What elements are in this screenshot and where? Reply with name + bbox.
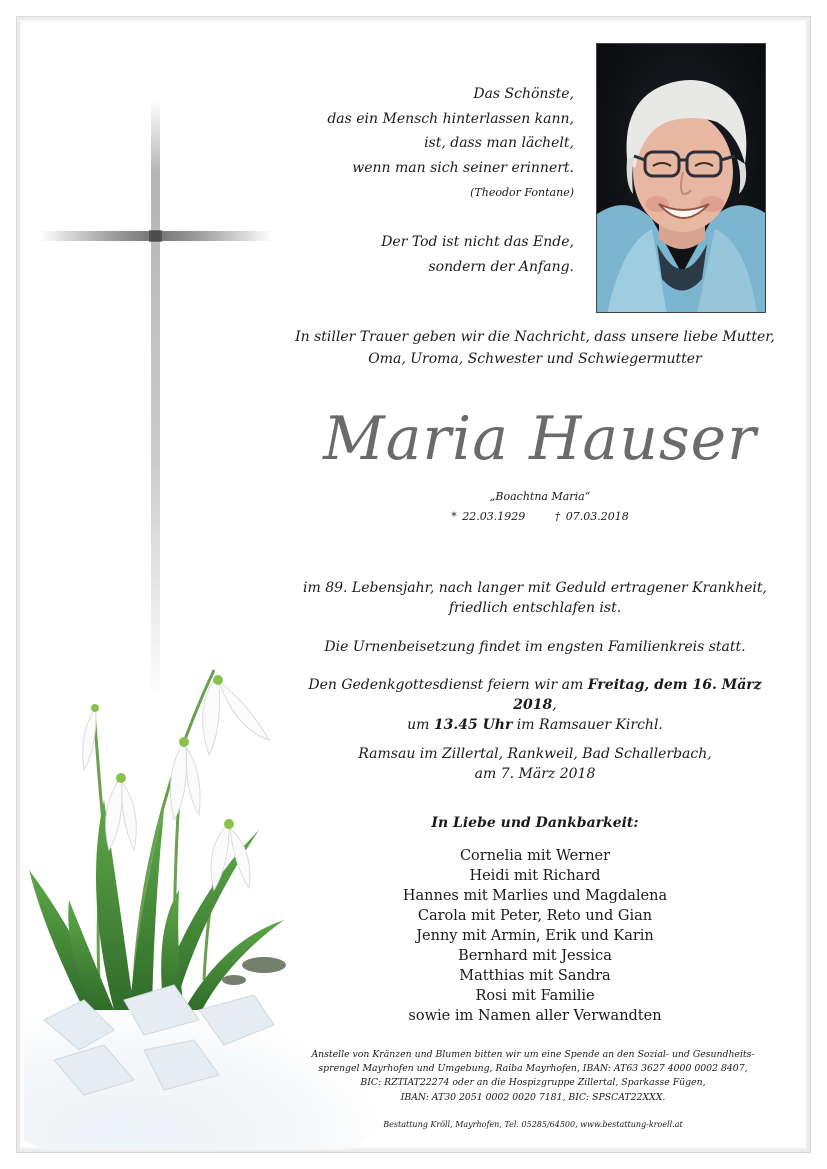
- intro-line: In stiller Trauer geben wir die Nachricht, dass unsere liebe Mutter,: [295, 329, 775, 345]
- donation-note: [283, 1048, 783, 1105]
- cross-vertical-beam: [151, 100, 160, 700]
- birth-date: * 22.03.1929: [451, 510, 526, 523]
- donation-line: IBAN: AT30 2051 0002 0020 7181, BIC: SPSCAT22XXX.: [400, 1091, 666, 1103]
- burial-paragraph: Die Urnenbeisetzung findet im engsten Familienkreis statt.: [324, 639, 746, 655]
- announcement-intro: [290, 326, 780, 370]
- list-item: Jenny mit Armin, Erik und Karin: [416, 928, 654, 944]
- quote-line: Der Tod ist nicht das Ende,: [381, 234, 574, 250]
- cross-center: [149, 230, 162, 242]
- deceased-name: Maria Hauser: [323, 404, 757, 474]
- quote-line: sondern der Anfang.: [428, 259, 574, 275]
- list-item: Heidi mit Richard: [469, 868, 601, 884]
- text-span: im Ramsauer Kirchl.: [512, 717, 663, 733]
- quote-line: Das Schönste,: [473, 86, 574, 102]
- second-quote: [381, 230, 574, 280]
- fontane-quote: [327, 82, 574, 206]
- undertaker-footer: Bestattung Kröll, Mayrhofen, Tel. 05285/64500, www.bestattung-kroell.at: [383, 1120, 683, 1129]
- service-time: 13.45 Uhr: [433, 717, 513, 733]
- list-item: sowie im Namen aller Verwandten: [408, 1008, 662, 1024]
- list-item: Rosi mit Familie: [475, 988, 595, 1004]
- donation-line: BIC: RZTIAT22274 oder an die Hospizgruppe Zillertal, Sparkasse Fügen,: [360, 1077, 706, 1089]
- list-item: Bernhard mit Jessica: [458, 948, 612, 964]
- list-item: Matthias mit Sandra: [459, 968, 611, 984]
- life-dates: [330, 510, 750, 523]
- paragraph-line: friedlich entschlafen ist.: [448, 600, 622, 616]
- text-span: Den Gedenkgottesdienst feiern wir am: [308, 677, 588, 693]
- death-date: † 07.03.2018: [554, 510, 629, 523]
- quote-line: das ein Mensch hinterlassen kann,: [327, 110, 574, 127]
- text-span: um: [407, 717, 434, 733]
- list-item: Hannes mit Marlies und Magdalena: [402, 888, 668, 904]
- list-item: Carola mit Peter, Reto und Gian: [417, 908, 653, 924]
- donation-line: Anstelle von Kränzen und Blumen bitten wir um eine Spende an den Sozial- und Gesundheits-: [311, 1049, 755, 1060]
- donation-line: sprengel Mayrhofen und Umgebung, Raiba Mayrhofen, IBAN: AT63 3627 4000 0002 8407,: [318, 1063, 748, 1075]
- intro-line: Oma, Uroma, Schwester und Schwiegermutter: [368, 351, 702, 367]
- quote-author: (Theodor Fontane): [470, 186, 574, 199]
- paragraph-line: am 7. März 2018: [474, 766, 596, 782]
- portrait-photo: [596, 43, 766, 313]
- deceased-nickname: „Boachtna Maria“: [489, 490, 591, 503]
- quote-line: wenn man sich seiner erinnert.: [352, 159, 574, 176]
- paragraph-line: Ramsau im Zillertal, Rankweil, Bad Schallerbach,: [358, 746, 712, 762]
- service-date: Freitag, dem 16. März 2018: [513, 677, 762, 713]
- passing-paragraph: [290, 578, 780, 618]
- paragraph-line: im 89. Lebensjahr, nach langer mit Geduld ertragener Krankheit,: [303, 580, 767, 596]
- portrait-illustration: [597, 44, 766, 313]
- list-item: Cornelia mit Werner: [459, 848, 611, 864]
- thanks-heading: In Liebe und Dankbarkeit:: [431, 815, 639, 831]
- quote-line: ist, dass man lächelt,: [424, 135, 574, 151]
- text-span: ,: [552, 697, 557, 713]
